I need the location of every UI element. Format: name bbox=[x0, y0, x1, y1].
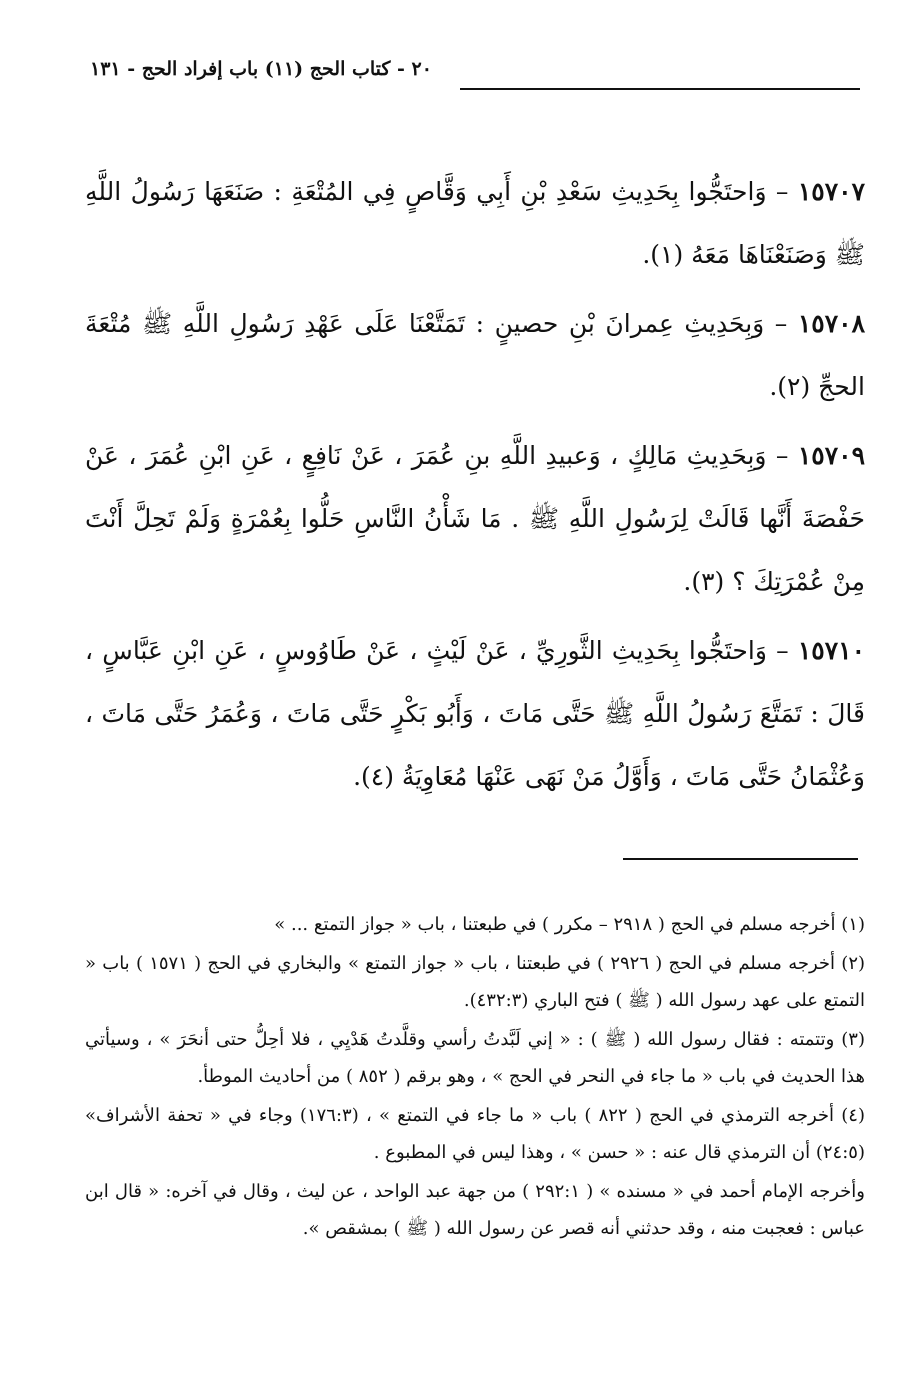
running-header bbox=[90, 58, 860, 98]
footnote: (١) أخرجه مسلم في الحج ( ٢٩١٨ – مكرر ) في طبعتنا ، باب « جواز التمتع ... » bbox=[274, 914, 865, 935]
hadith-number: ١٥٧٠٩ bbox=[797, 441, 865, 470]
footnote: (٢) أخرجه مسلم في الحج ( ٢٩٢٦ ) في طبعتنا ، باب « جواز التمتع » والبخاري في الحج ( ١٥٧١ ) باب « التمتع على عهد رسول الله ( ﷺ ) فتح الباري (٤٣٢:٣). bbox=[85, 953, 866, 1011]
hadith-number: ١٥٧٠٧ bbox=[797, 177, 865, 206]
hadith-number: ١٥٧١٠ bbox=[797, 636, 865, 665]
hadith-entry bbox=[85, 292, 865, 418]
footnote-separator bbox=[623, 858, 858, 860]
hadith-entry bbox=[85, 424, 865, 613]
footnote: وأخرجه الإمام أحمد في « مسنده » ( ٢٩٢:١ ) من جهة عبد الواحد ، عن ليث ، وقال في آخره: « قال ابن عباس : فعجبت منه ، وقد حدثني أنه قصر عن رسول الله ( ﷺ ) بمشقص ». bbox=[85, 1181, 865, 1239]
hadith-text: – وَبِحَدِيثِ عِمرانَ بْنِ حصينٍ : تَمَتَّعْنَا عَلَى عَهْدِ رَسُولِ اللَّهِ ﷺ مُتْعَةَ الحجِّ (٢). bbox=[85, 309, 865, 401]
footnotes bbox=[85, 906, 865, 1249]
footnote: (٤) أخرجه الترمذي في الحج ( ٨٢٢ ) باب « ما جاء في التمتع » ، (١٧٦:٣) وجاء في « تحفة الأشراف» (٢٤:٥) أن الترمذي قال عنه : « حسن » ، وهذا ليس في المطبوع . bbox=[85, 1105, 865, 1163]
header-rule bbox=[460, 88, 860, 90]
footnote: (٣) وتتمته : فقال رسول الله ( ﷺ ) : « إني لَبَّدتُ رأسي وقلَّدتُ هَدْيِي ، فلا أحِلُّ حتى أنحَرَ » ، وسيأتي هذا الحديث في باب « ما جاء في النحر في الحج » ، وهو برقم ( ٨٥٢ ) من أحاديث الموطأ. bbox=[85, 1029, 865, 1087]
hadith-text: – وَاحتَجُّوا بِحَدِيثِ الثَّورِيِّ ، عَنْ لَيْثٍ ، عَنْ طَاوُوسٍ ، عَنِ ابْنِ عَبَّاسٍ ، قَالَ : تَمَتَّعَ رَسُولُ اللَّهِ ﷺ حَتَّى مَاتَ ، وَأَبُو بَكْرٍ حَتَّى مَاتَ ، وَعُمَرُ حَتَّى مَاتَ ، وَعُثْمَانُ حَتَّى مَاتَ ، وَأَوَّلُ مَنْ نَهَى عَنْهَا مُعَاوِيَةُ (٤). bbox=[85, 636, 865, 791]
hadith-text: – وَبِحَدِيثِ مَالِكٍ ، وَعبيدِ اللَّهِ بنِ عُمَرَ ، عَنْ نَافِعٍ ، عَنِ ابْنِ عُمَرَ ، عَنْ حَفْصَةَ أَنَّها قَالَتْ لِرَسُولِ اللَّهِ ﷺ . مَا شَأْنُ النَّاسِ حَلُّوا بِعُمْرَةٍ وَلَمْ تَحِلَّ أَنْتَ مِنْ عُمْرَتِكَ ؟ (٣). bbox=[85, 441, 865, 596]
main-text bbox=[85, 160, 865, 814]
hadith-entry bbox=[85, 160, 865, 286]
hadith-entry bbox=[85, 619, 865, 808]
hadith-text: – وَاحتَجُّوا بِحَدِيثِ سَعْدِ بْنِ أَبِي وَقَّاصٍ فِي المُتْعَةِ : صَنَعَهَا رَسُولُ اللَّهِ ﷺ وَصَنَعْنَاهَا مَعَهُ (١). bbox=[85, 177, 865, 269]
hadith-number: ١٥٧٠٨ bbox=[797, 309, 865, 338]
running-title: ٢٠ - كتاب الحج (١١) باب إفراد الحج - ١٣١ bbox=[90, 58, 432, 80]
